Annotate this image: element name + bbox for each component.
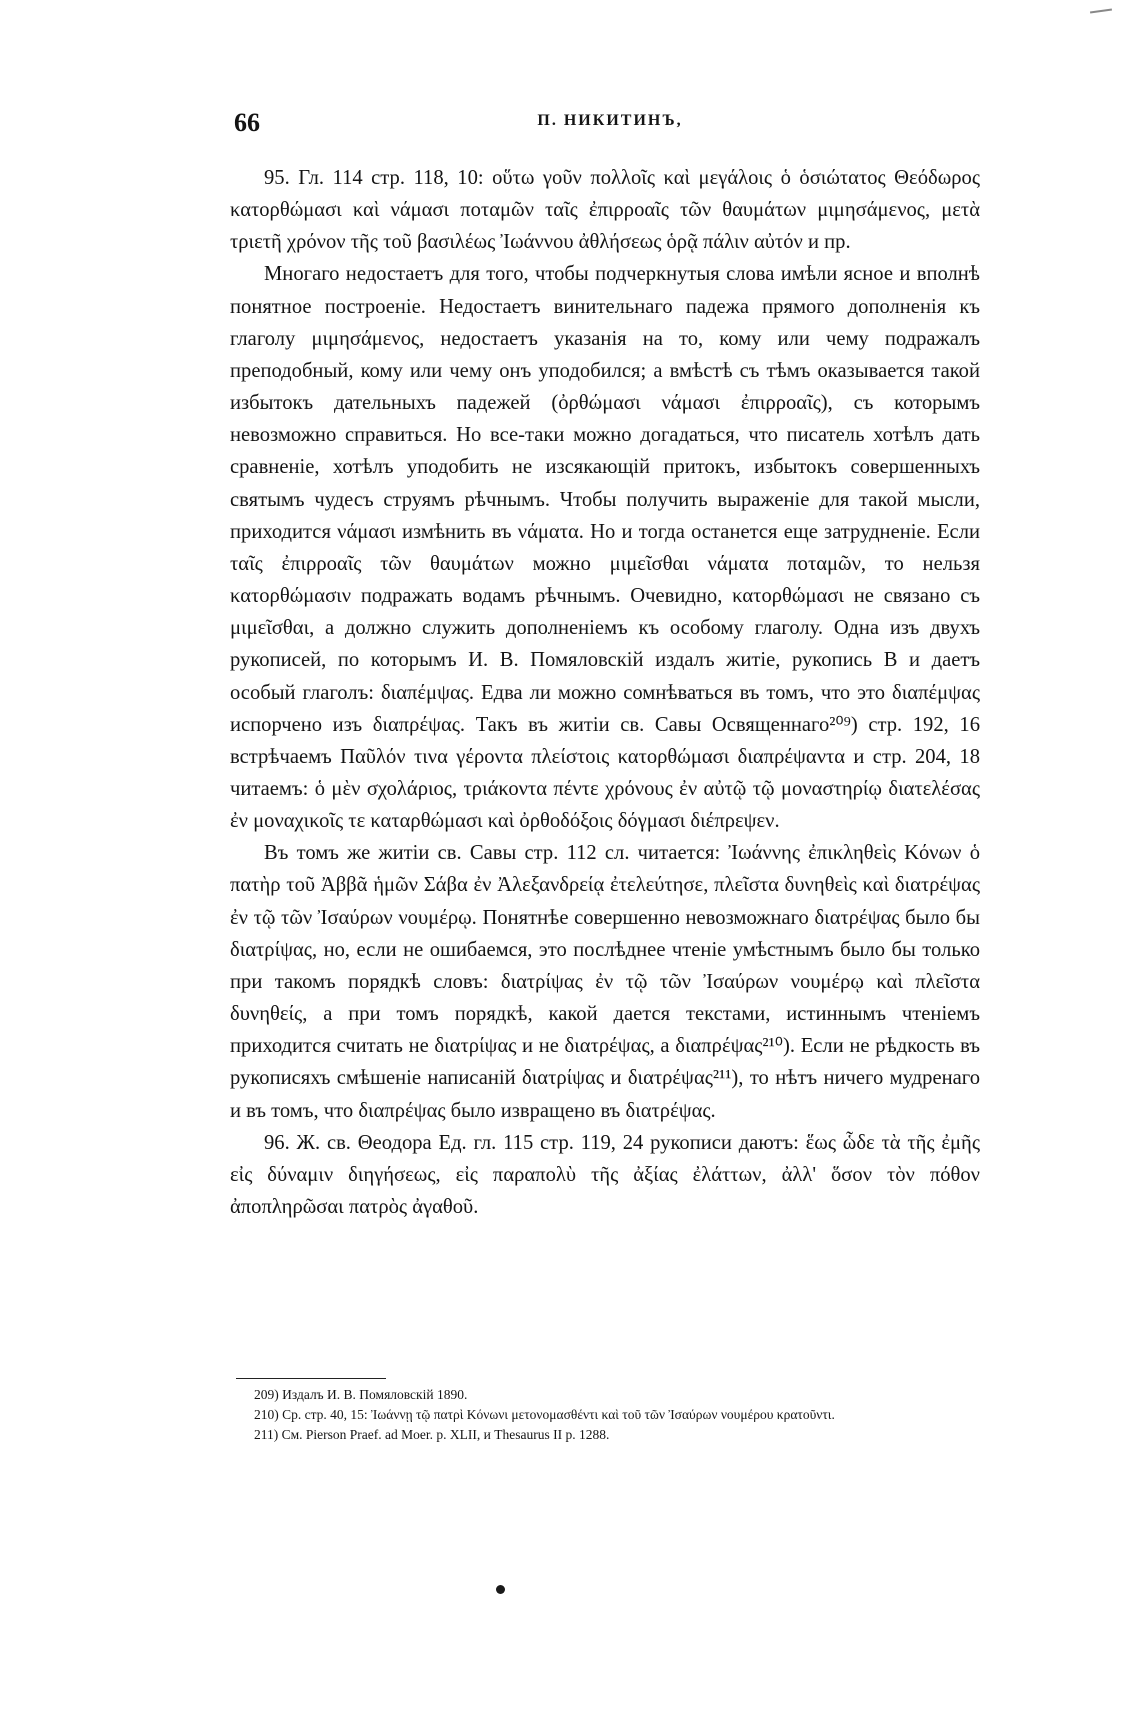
footnotes	[236, 1385, 984, 1445]
footnote-210: 210) Ср. стр. 40, 15: Ἰωάννῃ τῷ πατρὶ Κόνωνι μετονομασθέντι καὶ τοῦ τῶν Ἰσαύρων νουμέρου κρατοῦντι.	[254, 1407, 835, 1422]
footnote-211: 211) См. Pierson Praef. ad Moer. p. XLII, и Thesaurus II p. 1288.	[254, 1427, 610, 1442]
page-number: 66	[234, 108, 260, 137]
main-text	[230, 162, 980, 1223]
footnote-divider	[236, 1378, 386, 1379]
ink-dot	[496, 1585, 505, 1594]
running-head: П. НИКИТИНЪ,	[537, 112, 683, 129]
footnote-209: 209) Издалъ И. В. Помяловскій 1890.	[254, 1387, 468, 1402]
paragraph-sava: Въ томъ же житіи св. Савы стр. 112 сл. читается: Ἰωάννης ἐπικληθεὶς Κόνων ὁ πατὴρ τοῦ Ἀββᾶ ἡμῶν Σάβα ἐν Ἀλεξανδρείᾳ ἐτελεύτησε, πλεῖστα δυνηθεὶς καὶ διατρέψας ἐν τῷ τῶν Ἰσαύρων νουμέρῳ. Понятнѣе совершенно невозможнаго διατρέψας было бы διατρίψας, но, если не ошибаемся, это послѣднее чтеніе умѣстнымъ было бы только при такомъ порядкѣ словъ: διατρίψας ἐν τῷ τῶν Ἰσαύρων νουμέρῳ καὶ πλεῖστα δυνηθείς, а при томъ порядкѣ, какой дается текстами, истиннымъ чтеніемъ приходится считать не διατρίψας и не διατρέψας, а διαπρέψας²¹⁰). Если не рѣдкость въ рукописяхъ смѣшеніе написаній διατρίψας и διατρέψας²¹¹), то нѣтъ ничего мудренаго и въ томъ, что διαπρέψας было извращено въ διατρέψας.	[230, 842, 980, 1122]
scan-mark	[1090, 8, 1112, 13]
page-header	[234, 108, 986, 138]
paragraph-commentary: Многаго недостаетъ для того, чтобы подчеркнутыя слова имѣли ясное и вполнѣ понятное построеніе. Недостаетъ винительнаго падежа прямого дополненія къ глаголу μιμησάμενος, недостаетъ указанія на то, кому или чему подражалъ преподобный, кому или чему онъ уподобился; а вмѣстѣ съ тѣмъ оказывается такой избытокъ дательныхъ падежей (ὀρθώμασι νάμασι ἐπιρροαῖς), съ которымъ невозможно справиться. Но все-таки можно догадаться, что писатель хотѣлъ дать сравненіе, хотѣлъ уподобить не изсякающій притокъ, избытокъ совершенныхъ святымъ чудесъ струямъ рѣчнымъ. Чтобы получить выраженіе для такой мысли, приходится νάμασι измѣнить въ νάματα. Но и тогда останется еще затрудненіе. Если ταῖς ἐπιρροαῖς τῶν θαυμάτων можно μιμεῖσθαι νάματα ποταμῶν, то нельзя κατορθώμασιν подражать водамъ рѣчнымъ. Очевидно, κατορθώμασι не связано съ μιμεῖσθαι, а должно служить дополненіемъ къ особому глаголу. Одна изъ двухъ рукописей, по которымъ И. В. Помяловскій издалъ житіе, рукопись В и даетъ особый глаголъ: διαπέμψας. Едва ли можно сомнѣваться въ томъ, что это διαπέμψας испорчено изъ διαπρέψας. Такъ въ житіи св. Савы Освященнаго²⁰⁹) стр. 192, 16 встрѣчаемъ Παῦλόν τινα γέροντα πλείστοις κατορθώμασι διαπρέψαντα и стр. 204, 18 читаемъ: ὁ μὲν σχολάριος, τριάκοντα πέντε χρόνους ἐν αὐτῷ τῷ μοναστηρίῳ διατελέσας ἐν μοναχικοῖς τε καταρθώμασι καὶ ὀρθοδόξοις δόγμασι διέπρεψεν.	[230, 263, 980, 833]
paragraph-96: 96. Ж. св. Θеодора Ед. гл. 115 стр. 119, 24 рукописи даютъ: ἕως ὧδε τὰ τῆς ἐμῆς εἰς δύναμιν διηγήσεως, εἰς παραπολὺ τῆς ἀξίας ἐλάττων, ἀλλ' ὅσον τὸν πόθον ἀποπληρῶσαι πατρὸς ἀγαθοῦ.	[230, 1131, 980, 1218]
paragraph-95: 95. Гл. 114 стр. 118, 10: οὕτω γοῦν πολλοῖς καὶ μεγάλοις ὁ ὁσιώτατος Θεόδωρος κατορθώμασι καὶ νάμασι ποταμῶν ταῖς ἐπιρροαῖς τῶν θαυμάτων μιμησάμενος, μετὰ τριετῆ χρόνον τῆς τοῦ βασιλέως Ἰωάννου ἀθλήσεως ὁρᾷ πάλιν αὐτόν и пр.	[230, 167, 980, 254]
